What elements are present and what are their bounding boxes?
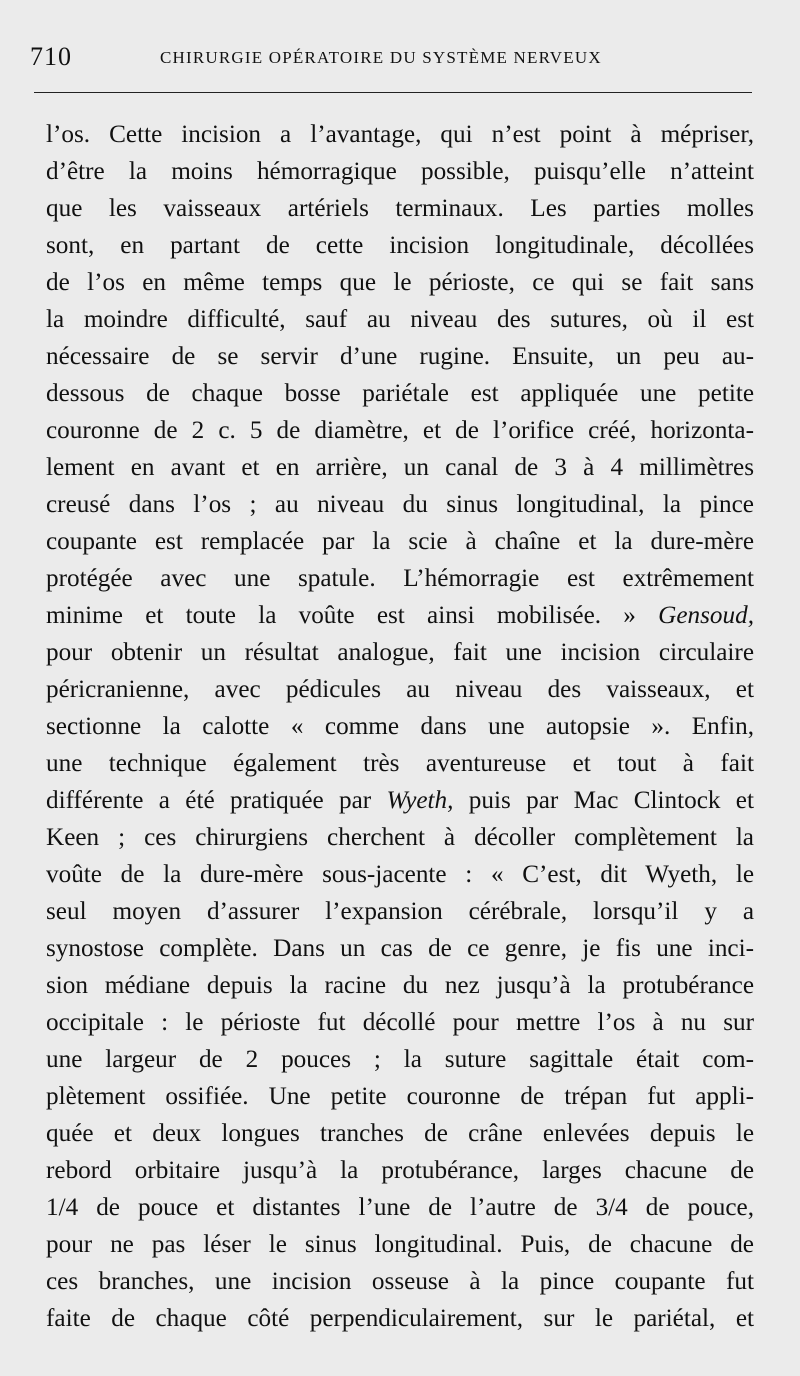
header-rule — [34, 92, 752, 93]
text-line: couronne de 2 c. 5 de diamètre, et de l’orifice créé, horizonta- — [46, 417, 754, 444]
text-line: une technique également très aventureuse et tout à fait — [46, 750, 754, 777]
text-line: sion médiane depuis la racine du nez jusqu’à la protubérance — [46, 972, 754, 999]
text-line: nécessaire de se servir d’une rugine. Ensuite, un peu au- — [46, 343, 754, 370]
text-line — [46, 597, 754, 634]
text-line: l’os. Cette incision a l’avantage, qui n’est point à mépriser, — [46, 121, 754, 148]
text-line: sectionne la calotte « comme dans une autopsie ». Enfin, — [46, 713, 754, 740]
text-line: faite de chaque côté perpendiculairement, sur le pariétal, et — [46, 1305, 754, 1332]
text-line: 1/4 de pouce et distantes l’une de l’autre de 3/4 de pouce, — [46, 1194, 754, 1221]
text-line: synostose complète. Dans un cas de ce genre, je fis une inci- — [46, 935, 754, 962]
text-line: rebord orbitaire jusqu’à la protubérance, larges chacune de — [46, 1157, 754, 1184]
text-segment: minime et toute la voûte est ainsi mobilisée. » — [46, 602, 659, 629]
text-line: voûte de la dure-mère sous-jacente : « C’est, dit Wyeth, le — [46, 861, 754, 888]
text-line: une largeur de 2 pouces ; la suture sagittale était com- — [46, 1046, 754, 1073]
text-line: sont, en partant de cette incision longitudinale, décollées — [46, 232, 754, 259]
text-line — [46, 782, 754, 819]
text-line: occipitale : le périoste fut décollé pour mettre l’os à nu sur — [46, 1009, 754, 1036]
text-line: que les vaisseaux artériels terminaux. Les parties molles — [46, 195, 754, 222]
text-line: dessous de chaque bosse pariétale est appliquée une petite — [46, 380, 754, 407]
text-line: seul moyen d’assurer l’expansion cérébrale, lorsqu’il y a — [46, 898, 754, 925]
italic-name: Gensoud, — [658, 602, 754, 629]
italic-name: Wyeth, — [386, 787, 454, 814]
text-line: creusé dans l’os ; au niveau du sinus longitudinal, la pince — [46, 491, 754, 518]
page-header — [30, 40, 750, 72]
text-line: coupante est remplacée par la scie à chaîne et la dure-mère — [46, 528, 754, 555]
text-line: la moindre difficulté, sauf au niveau des sutures, où il est — [46, 306, 754, 333]
running-head: CHIRURGIE OPÉRATOIRE DU SYSTÈME NERVEUX — [160, 48, 602, 67]
text-line: de l’os en même temps que le périoste, ce qui se fait sans — [46, 269, 754, 296]
text-line: lement en avant et en arrière, un canal de 3 à 4 millimètres — [46, 454, 754, 481]
text-line: pour obtenir un résultat analogue, fait une incision circulaire — [46, 639, 754, 666]
text-line: plètement ossifiée. Une petite couronne de trépan fut appli- — [46, 1083, 754, 1110]
text-line: quée et deux longues tranches de crâne enlevées depuis le — [46, 1120, 754, 1147]
text-line: d’être la moins hémorragique possible, puisqu’elle n’atteint — [46, 158, 754, 185]
page-number: 710 — [30, 42, 72, 71]
text-line: protégée avec une spatule. L’hémorragie est extrêmement — [46, 565, 754, 592]
text-line: péricranienne, avec pédicules au niveau des vaisseaux, et — [46, 676, 754, 703]
text-line: ces branches, une incision osseuse à la pince coupante fut — [46, 1268, 754, 1295]
body-text — [46, 116, 754, 1337]
text-segment: puis par Mac Clintock et — [453, 787, 754, 814]
text-line: pour ne pas léser le sinus longitudinal. Puis, de chacune de — [46, 1231, 754, 1258]
text-segment: différente a été pratiquée par — [46, 787, 387, 814]
text-line: Keen ; ces chirurgiens cherchent à décoller complètement la — [46, 824, 754, 851]
